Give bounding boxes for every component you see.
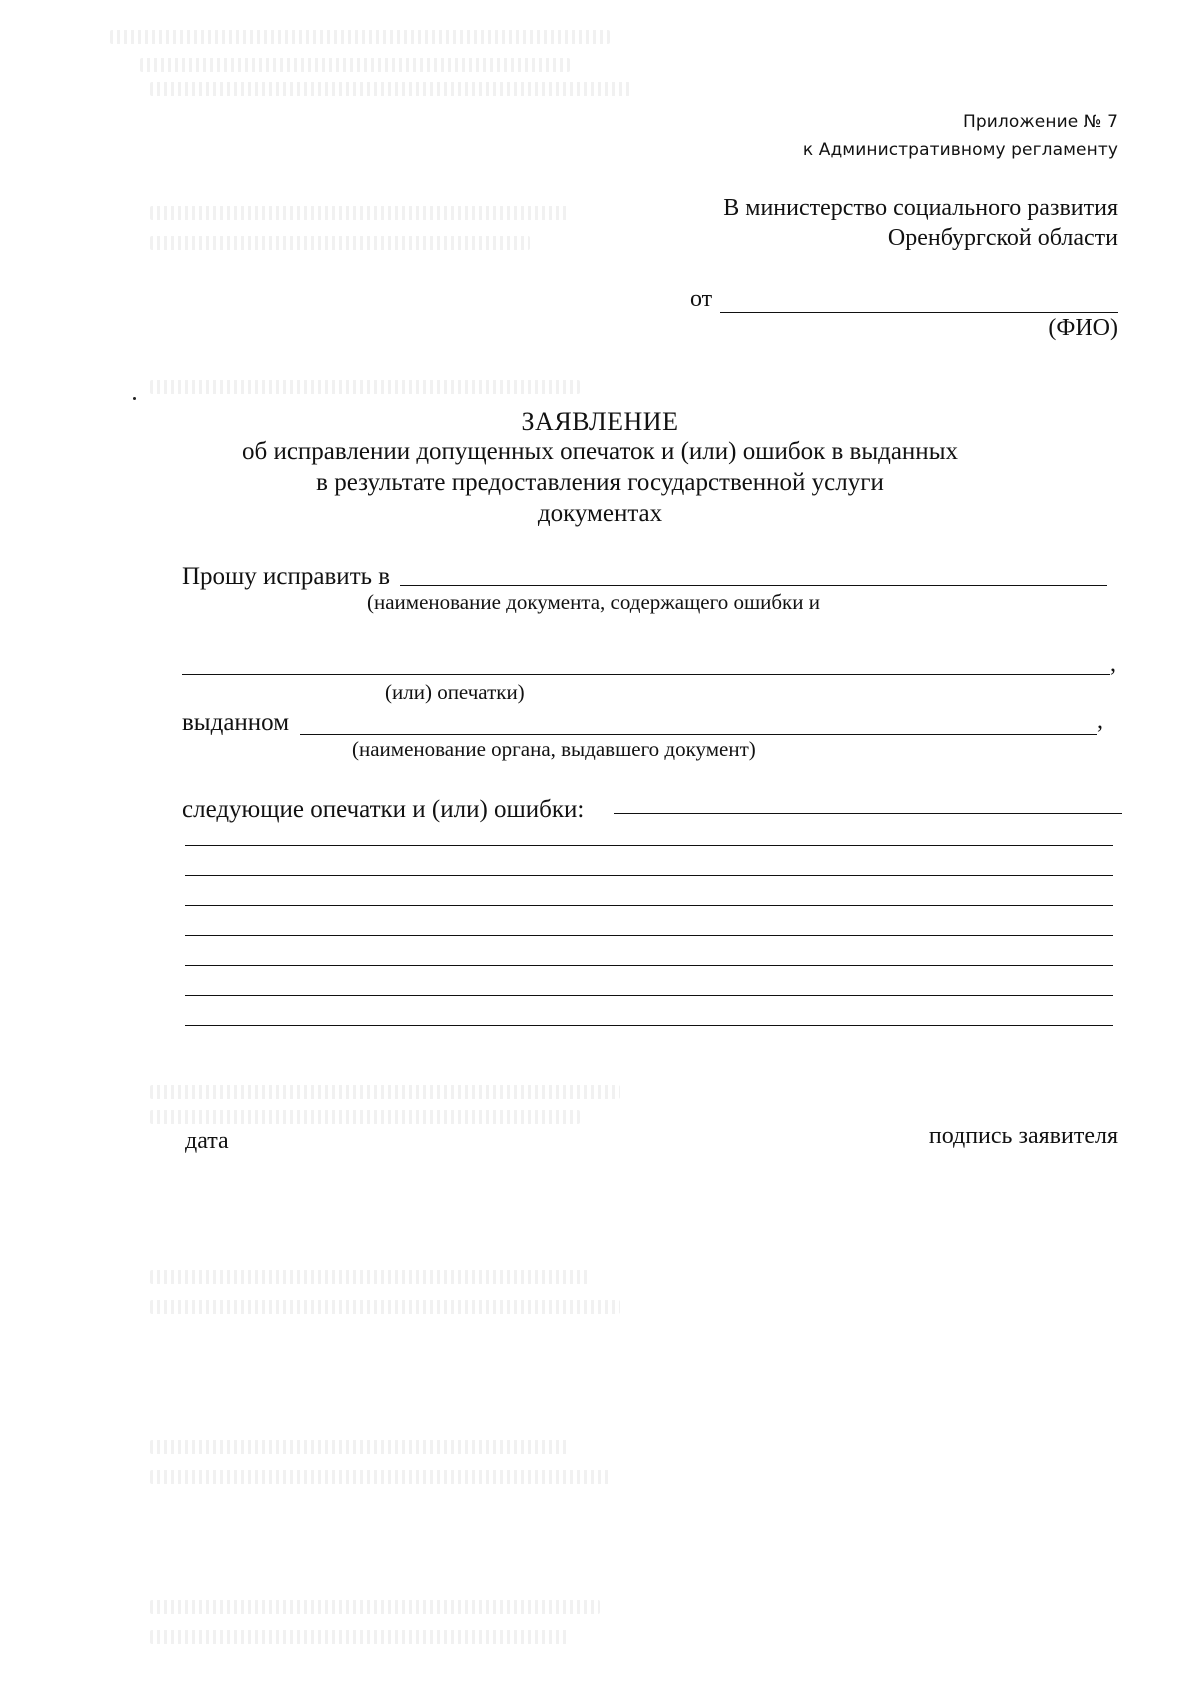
request-comma: , <box>1110 651 1116 677</box>
errors-label: следующие опечатки и (или) ошибки: <box>182 796 585 823</box>
request-continuation-line[interactable] <box>182 674 1110 675</box>
document-subtitle-line-2: в результате предоставления государственной услуги <box>316 469 884 496</box>
scan-artifact <box>150 1600 600 1614</box>
errors-field <box>182 796 1122 828</box>
scan-artifact <box>150 1300 620 1314</box>
request-caption-2: (или) опечатки) <box>385 680 525 704</box>
document-title: ЗАЯВЛЕНИЕ <box>521 407 679 436</box>
errors-blank-line[interactable] <box>185 935 1113 936</box>
errors-blank-line[interactable] <box>185 905 1113 906</box>
annex-number: Приложение № 7 <box>963 112 1118 132</box>
scan-artifact <box>150 1085 620 1099</box>
fio-input-line[interactable] <box>720 312 1118 313</box>
request-input-line[interactable] <box>400 585 1107 586</box>
annex-reference: к Административному регламенту <box>802 140 1118 160</box>
scan-artifact <box>150 1270 590 1284</box>
addressee-line-1: В министерство социального развития <box>723 195 1118 221</box>
from-field <box>690 286 1118 316</box>
date-label: дата <box>185 1128 229 1154</box>
signature-label: подпись заявителя <box>928 1123 1118 1149</box>
errors-input-line[interactable] <box>614 813 1122 814</box>
issued-input-line[interactable] <box>300 734 1097 735</box>
errors-blank-line[interactable] <box>185 845 1113 846</box>
errors-blank-line[interactable] <box>185 875 1113 876</box>
scan-artifact <box>150 1630 570 1644</box>
errors-blank-line[interactable] <box>185 1025 1113 1026</box>
request-label: Прошу исправить в <box>182 563 391 590</box>
scan-artifact <box>150 82 630 96</box>
scan-artifact <box>140 58 570 72</box>
scan-artifact <box>150 1440 570 1454</box>
fio-caption: (ФИО) <box>1048 315 1118 341</box>
issued-comma: , <box>1097 708 1103 734</box>
scan-artifact <box>150 236 530 250</box>
document-subtitle-line-1: об исправлении допущенных опечаток и (или) ошибок в выданных <box>241 438 958 465</box>
scan-artifact <box>150 206 570 220</box>
scan-artifact <box>150 380 580 394</box>
addressee-line-2: Оренбургской области <box>887 225 1118 251</box>
document-subtitle-line-3: документах <box>537 500 663 527</box>
scan-artifact <box>150 1110 580 1124</box>
issued-label: выданном <box>182 709 290 736</box>
errors-blank-line[interactable] <box>185 965 1113 966</box>
issued-caption: (наименование органа, выдавшего документ) <box>352 737 756 761</box>
request-caption-1: (наименование документа, содержащего ошибки и <box>367 590 820 614</box>
scan-artifact <box>150 1470 610 1484</box>
from-label: от <box>690 286 713 312</box>
scan-speck <box>133 397 136 400</box>
scan-artifact <box>110 30 610 44</box>
errors-blank-line[interactable] <box>185 995 1113 996</box>
